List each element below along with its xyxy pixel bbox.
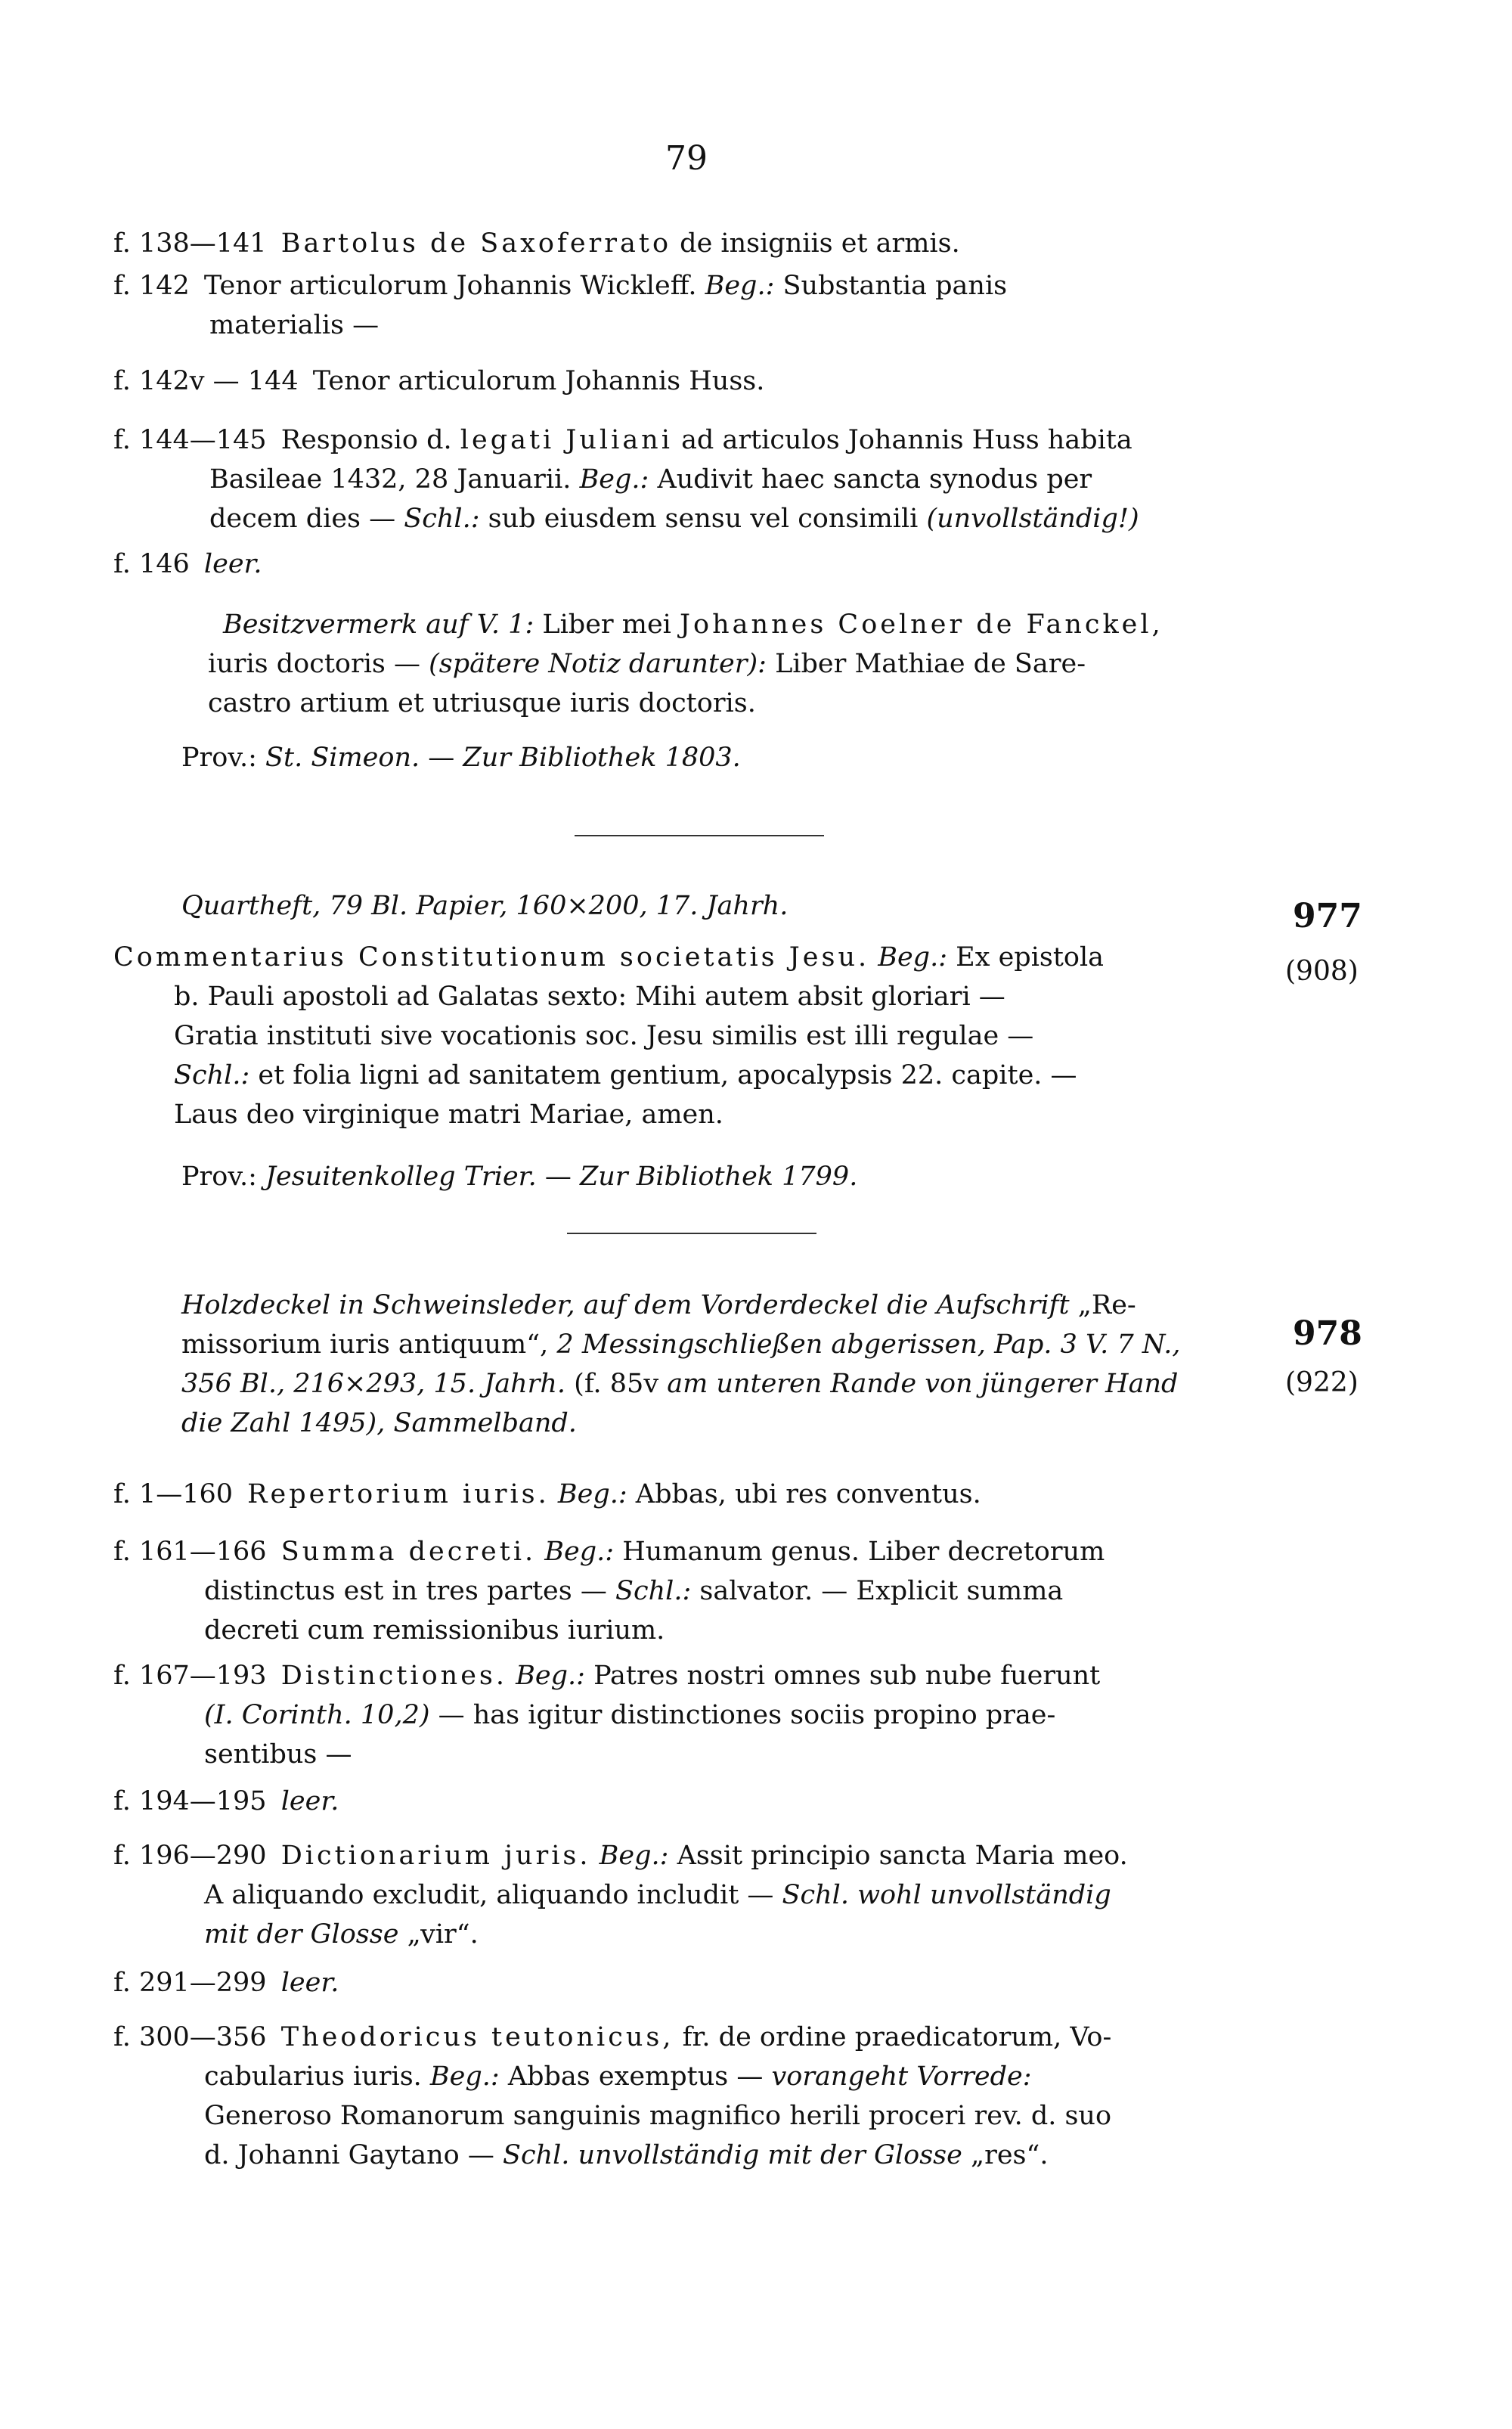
work-title: Commentarius Constitutionum societatis Jesu. [113,942,870,973]
manuscript-number: 977 [1293,897,1362,935]
prov-label: Prov.: [181,743,257,773]
folio-ref: f. 161—166 [113,1537,267,1567]
entry-text: d. Johanni Gaytano — [204,2140,494,2170]
desc-text: Holzdeckel in Schweinsleder, auf dem Vorderdeckel die Aufschrift [181,1290,1070,1320]
folio-ref: f. 167—193 [113,1661,267,1691]
editor-note: vorangeht Vorrede: [771,2061,1032,2092]
beg-label: Beg.: [544,1537,615,1567]
work-title: Repertorium iuris. [247,1479,550,1509]
desc-text: 356 Bl., 216×293, 15. Jahrh. [181,1369,566,1399]
entry-line [113,1571,1270,1611]
schl-label: Schl.: [174,1060,250,1090]
entry-text: — has igitur distinctiones sociis propino prae- [438,1700,1056,1730]
ownership-line [208,644,1281,684]
desc-line [113,1286,1278,1325]
entry-text: b. Pauli apostoli ad Galatas sexto: Mihi autem absit gloriari — [174,982,1005,1012]
work-title: Distinctiones. [280,1661,508,1691]
folio-ref: f. 144—145 [113,425,267,455]
owner-name: Johannes Coelner de Fanckel, [680,610,1163,640]
ownership-text: iuris doctoris — [208,649,420,679]
entry-distinctiones [113,1656,1270,1774]
desc-text: „Re- [1077,1290,1136,1320]
ownership-label: Besitzvermerk auf V. 1: [223,610,534,640]
entry-leer-194 [113,1782,1270,1821]
folio-ref: f. 196—290 [113,1841,267,1871]
manuscript-number: 978 [1293,1314,1362,1353]
entry-text: sentibus — [204,1739,352,1770]
beg-label: Beg.: [516,1661,585,1691]
entry-repertorium [113,1475,1270,1514]
beg-label: Beg.: [579,464,649,495]
work-title: Summa decreti. [280,1537,537,1567]
entry-text: decem dies — [209,504,396,534]
entry-line [113,1695,1270,1735]
entry-text: Gratia instituti sive vocationis soc. Jesu similis est illi regulae — [174,1021,1034,1051]
entry-text: cabularius iuris. [204,2061,422,2092]
desc-text: (f. 85v [574,1369,659,1399]
section-divider [567,1233,816,1234]
manuscript-description [113,1286,1278,1443]
prov-sep: — [544,1162,572,1192]
work-title: Tenor articulorum Johannis Wickleff. [203,271,697,301]
schl-label: Schl.: [615,1576,692,1606]
desc-text: missorium iuris antiquum“, [181,1329,549,1360]
work-title: Theodoricus teutonicus, [280,2022,674,2052]
entry-text: Generoso Romanorum sanguinis magnifico herili proceri rev. d. suo [204,2101,1112,2131]
entry-text: Assit principio sancta Maria meo. [677,1841,1128,1871]
ownership-note [208,605,1281,723]
entry-text: fr. de ordine praedicatorum, Vo- [682,2022,1112,2052]
leer-note: leer. [280,1968,339,1998]
folio-ref: f. 1—160 [113,1479,234,1509]
old-signature: (908) [1285,956,1359,987]
editor-note: (unvollständig!) [926,504,1139,534]
section-divider [575,835,824,836]
folio-ref: f. 142v — 144 [113,366,299,396]
desc-line [113,1325,1278,1364]
entry-huss-tenor [113,361,1270,401]
manuscript-description: Quartheft, 79 Bl. Papier, 160×200, 17. Jahrh. [181,891,789,921]
folio-ref: f. 138—141 [113,228,267,259]
entry-summa-decreti [113,1532,1270,1650]
desc-line [113,1364,1278,1404]
entry-text: Humanum genus. Liber decretorum [622,1537,1105,1567]
entry-line [113,1915,1270,1954]
bible-ref: (I. Corinth. 10,2) [204,1700,430,1730]
entry-text: A aliquando excludit, aliquando includit — [204,1880,774,1910]
provenance-b [181,1157,1338,1196]
ownership-text: Liber Mathiae de Sare- [775,649,1086,679]
page-number: 79 [665,139,708,178]
entry-theodoricus [113,2018,1270,2175]
entry-line [113,2057,1270,2096]
folio-ref: f. 146 [113,549,190,579]
work-title: Responsio d. [280,425,452,455]
prov-library: Zur Bibliothek 1799. [579,1162,858,1192]
leer-note: leer. [280,1786,339,1816]
schl-label: Schl.: [404,504,480,534]
entry-text: ad articulos Johannis Huss habita [681,425,1132,455]
entry-text: decreti cum remissionibus iurium. [204,1615,665,1646]
work-title: Tenor articulorum Johannis Huss. [312,366,765,396]
entry-text: Substantia panis [782,271,1008,301]
entry-text: Basileae 1432, 28 Januarii. [209,464,572,495]
old-signature: (922) [1285,1367,1359,1398]
editor-note: Schl. wohl unvollständig [782,1880,1111,1910]
beg-label: Beg.: [557,1479,627,1509]
entry-line [113,499,1270,538]
entry-text: Audivit haec sancta synodus per [657,464,1092,495]
beg-label: Beg.: [878,942,948,973]
prov-place: Jesuitenkolleg Trier. [265,1162,537,1192]
later-note: (spätere Notiz darunter): [429,649,767,679]
ownership-text: Liber mei [542,610,671,640]
entry-commentarius [113,938,1278,1134]
entry-leer-146 [113,544,1270,584]
entry-text: Patres nostri omnes sub nube fuerunt [593,1661,1101,1691]
entry-text: salvator. — Explicit summa [699,1576,1064,1606]
folio-ref: f. 142 [113,271,190,301]
entry-text: sub eiusdem sensu vel consimili [488,504,919,534]
beg-label: Beg.: [705,271,775,301]
entry-leer-291 [113,1963,1270,2002]
folio-ref: f. 291—299 [113,1968,267,1998]
desc-text: am unteren Rande von jüngerer Hand [667,1369,1179,1399]
entry-dictionarium [113,1836,1270,1954]
entry-text: de insigniis et armis. [680,228,960,259]
leer-note: leer. [203,549,262,579]
work-title: Dictionarium juris. [280,1841,591,1871]
entry-line [113,460,1270,499]
prov-library: Zur Bibliothek 1803. [463,743,741,773]
work-title-spaced: legati Juliani [460,425,673,455]
provenance-a [181,738,1338,777]
editor-note: mit der Glosse [204,1919,399,1950]
folio-ref: f. 194—195 [113,1786,267,1816]
entry-text: et folia ligni ad sanitatem gentium, apocalypsis 22. capite. — [258,1060,1077,1090]
entry-text: „vir“. [407,1919,479,1950]
prov-place: St. Simeon. [265,743,420,773]
desc-text: die Zahl 1495), Sammelband. [181,1408,577,1438]
ownership-text: castro artium et utriusque iuris doctoris. [208,688,756,718]
entry-line [113,1875,1270,1915]
work-title: Bartolus de Saxoferrato [280,228,672,259]
entry-text: distinctus est in tres partes — [204,1576,607,1606]
entry-text: „res“. [970,2140,1049,2170]
entry-line [113,2136,1270,2175]
beg-label: Beg.: [599,1841,669,1871]
prov-sep: — [428,743,455,773]
entry-bartolus [113,224,1270,263]
prov-label: Prov.: [181,1162,257,1192]
entry-wickleff [113,266,1270,345]
entry-text: Ex epistola [956,942,1105,973]
entry-text: Abbas, ubi res conventus. [635,1479,981,1509]
entry-text: Laus deo virginique matri Mariae, amen. [174,1100,723,1130]
editor-note: Schl. unvollständig mit der Glosse [502,2140,962,2170]
entry-text: Abbas exemptus — [507,2061,764,2092]
folio-ref: f. 300—356 [113,2022,267,2052]
desc-text: 2 Messingschließen abgerissen, Pap. 3 V. 7 N., [556,1329,1181,1360]
beg-label: Beg.: [429,2061,500,2092]
entry-line [113,1056,1278,1095]
entry-continuation: materialis — [209,310,380,340]
entry-responsio [113,420,1270,538]
